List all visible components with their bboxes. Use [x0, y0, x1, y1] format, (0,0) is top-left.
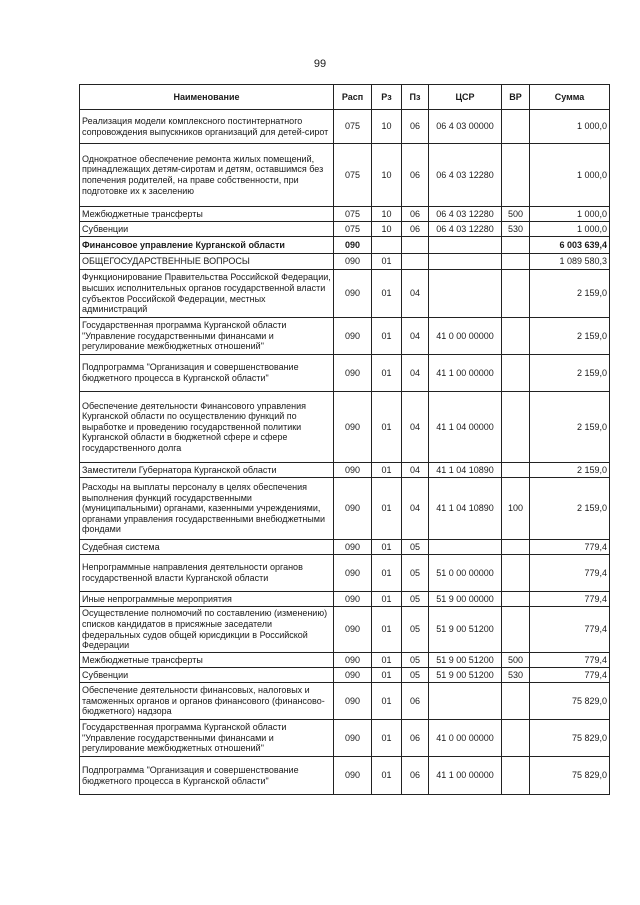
cell-sum: 75 829,0 [530, 683, 610, 720]
cell-csr: 41 1 04 00000 [429, 392, 502, 463]
cell-rasp: 090 [334, 355, 372, 392]
cell-rasp: 075 [334, 207, 372, 222]
cell-pz: 04 [402, 270, 429, 318]
cell-rz: 01 [372, 720, 402, 757]
cell-pz [402, 237, 429, 254]
cell-name: Заместители Губернатора Курганской области [80, 463, 334, 478]
cell-name: Обеспечение деятельности финансовых, налоговых и таможенных органов и органов финансового (финансово-бюджетного) надзора [80, 683, 334, 720]
table-row [80, 478, 610, 540]
cell-csr: 41 0 00 00000 [429, 318, 502, 355]
cell-name: Межбюджетные трансферты [80, 653, 334, 668]
cell-pz: 06 [402, 757, 429, 795]
cell-rasp: 075 [334, 144, 372, 207]
table-row [80, 555, 610, 592]
cell-rasp: 090 [334, 683, 372, 720]
cell-vr: 500 [502, 653, 530, 668]
cell-csr: 06 4 03 12280 [429, 144, 502, 207]
cell-vr [502, 555, 530, 592]
cell-name: Осуществление полномочий по составлению (изменению) списков кандидатов в присяжные заседатели федеральных судов общей юрисдикции в Российской Федерации [80, 607, 334, 653]
cell-rasp: 090 [334, 392, 372, 463]
cell-vr: 530 [502, 668, 530, 683]
cell-vr [502, 318, 530, 355]
cell-rasp: 090 [334, 757, 372, 795]
cell-vr [502, 144, 530, 207]
cell-rz: 01 [372, 318, 402, 355]
cell-name: Судебная система [80, 540, 334, 555]
cell-csr: 51 0 00 00000 [429, 555, 502, 592]
cell-sum: 779,4 [530, 540, 610, 555]
cell-pz: 04 [402, 318, 429, 355]
cell-pz: 04 [402, 463, 429, 478]
cell-sum: 1 000,0 [530, 207, 610, 222]
cell-rz: 10 [372, 207, 402, 222]
cell-vr: 100 [502, 478, 530, 540]
cell-name: Субвенции [80, 668, 334, 683]
cell-vr [502, 463, 530, 478]
cell-sum: 75 829,0 [530, 757, 610, 795]
col-header-vr: ВР [502, 85, 530, 110]
cell-rasp: 075 [334, 110, 372, 144]
cell-name: Иные непрограммные мероприятия [80, 592, 334, 607]
cell-name: Государственная программа Курганской области "Управление государственными финансами и регулирование межбюджетных отношений" [80, 720, 334, 757]
cell-vr [502, 592, 530, 607]
cell-rz: 01 [372, 540, 402, 555]
cell-rasp: 090 [334, 607, 372, 653]
cell-sum: 6 003 639,4 [530, 237, 610, 254]
cell-vr [502, 683, 530, 720]
table-row [80, 757, 610, 795]
cell-csr [429, 237, 502, 254]
cell-csr: 51 9 00 51200 [429, 668, 502, 683]
cell-vr [502, 355, 530, 392]
cell-vr: 530 [502, 222, 530, 237]
cell-csr: 06 4 03 12280 [429, 207, 502, 222]
cell-name: Реализация модели комплексного постинтернатного сопровождения выпускников организаций для детей-сирот [80, 110, 334, 144]
cell-vr [502, 254, 530, 270]
cell-sum: 2 159,0 [530, 270, 610, 318]
cell-rz: 01 [372, 555, 402, 592]
cell-rz: 01 [372, 668, 402, 683]
cell-name: Функционирование Правительства Российской Федерации, высших исполнительных органов государственной власти субъектов Российской Федерации, местных администраций [80, 270, 334, 318]
cell-rz: 01 [372, 757, 402, 795]
cell-csr [429, 540, 502, 555]
cell-name: Подпрограмма "Организация и совершенствование бюджетного процесса в Курганской области" [80, 355, 334, 392]
cell-csr: 41 1 00 00000 [429, 757, 502, 795]
cell-csr: 51 9 00 51200 [429, 607, 502, 653]
cell-csr: 41 0 00 00000 [429, 720, 502, 757]
cell-vr [502, 392, 530, 463]
table-row [80, 653, 610, 668]
table-row [80, 207, 610, 222]
cell-pz: 05 [402, 653, 429, 668]
cell-name: Непрограммные направления деятельности органов государственной власти Курганской области [80, 555, 334, 592]
col-header-csr: ЦСР [429, 85, 502, 110]
cell-rz: 01 [372, 355, 402, 392]
cell-rz: 10 [372, 222, 402, 237]
table-row [80, 607, 610, 653]
table-body [80, 110, 610, 795]
table-row [80, 144, 610, 207]
cell-pz: 06 [402, 207, 429, 222]
cell-rasp: 090 [334, 463, 372, 478]
cell-csr: 41 1 00 00000 [429, 355, 502, 392]
cell-rz: 01 [372, 463, 402, 478]
cell-rasp: 075 [334, 222, 372, 237]
table-row [80, 463, 610, 478]
cell-sum: 2 159,0 [530, 392, 610, 463]
cell-sum: 2 159,0 [530, 318, 610, 355]
cell-csr [429, 270, 502, 318]
cell-sum: 75 829,0 [530, 720, 610, 757]
cell-csr: 51 9 00 51200 [429, 653, 502, 668]
cell-pz: 05 [402, 540, 429, 555]
cell-pz [402, 254, 429, 270]
cell-pz: 05 [402, 555, 429, 592]
cell-name: Государственная программа Курганской области "Управление государственными финансами и регулирование межбюджетных отношений" [80, 318, 334, 355]
cell-sum: 779,4 [530, 668, 610, 683]
cell-rz: 10 [372, 144, 402, 207]
table-row [80, 237, 610, 254]
table-row [80, 668, 610, 683]
cell-sum: 779,4 [530, 607, 610, 653]
table-row [80, 318, 610, 355]
cell-vr [502, 110, 530, 144]
cell-sum: 1 089 580,3 [530, 254, 610, 270]
table-row [80, 540, 610, 555]
cell-pz: 06 [402, 683, 429, 720]
cell-pz: 05 [402, 668, 429, 683]
cell-rasp: 090 [334, 237, 372, 254]
cell-rz [372, 237, 402, 254]
col-header-name: Наименование [80, 85, 334, 110]
cell-rasp: 090 [334, 555, 372, 592]
cell-csr: 06 4 03 00000 [429, 110, 502, 144]
table-row [80, 592, 610, 607]
cell-rz: 01 [372, 592, 402, 607]
cell-rasp: 090 [334, 653, 372, 668]
cell-rz: 01 [372, 392, 402, 463]
cell-rz: 01 [372, 683, 402, 720]
cell-pz: 06 [402, 222, 429, 237]
cell-csr: 51 9 00 00000 [429, 592, 502, 607]
cell-name: Межбюджетные трансферты [80, 207, 334, 222]
cell-name: Субвенции [80, 222, 334, 237]
cell-csr: 41 1 04 10890 [429, 478, 502, 540]
cell-pz: 04 [402, 478, 429, 540]
cell-vr [502, 607, 530, 653]
cell-rasp: 090 [334, 720, 372, 757]
cell-rz: 01 [372, 653, 402, 668]
cell-vr [502, 270, 530, 318]
cell-sum: 1 000,0 [530, 110, 610, 144]
budget-table [79, 84, 610, 795]
cell-csr: 06 4 03 12280 [429, 222, 502, 237]
cell-sum: 1 000,0 [530, 222, 610, 237]
cell-name: Однократное обеспечение ремонта жилых помещений, принадлежащих детям-сиротам и детям, оставшимся без попечения родителей, на праве собственности, при подготовке их к заселению [80, 144, 334, 207]
cell-sum: 779,4 [530, 555, 610, 592]
cell-pz: 04 [402, 392, 429, 463]
cell-csr [429, 254, 502, 270]
table-row [80, 683, 610, 720]
cell-rz: 10 [372, 110, 402, 144]
cell-rz: 01 [372, 607, 402, 653]
table-row [80, 720, 610, 757]
cell-name: Расходы на выплаты персоналу в целях обеспечения выполнения функций государственными (муниципальными) органами, казенными учреждениями, органами управления государственными внебюджетными фондами [80, 478, 334, 540]
col-header-rasp: Расп [334, 85, 372, 110]
col-header-sum: Сумма [530, 85, 610, 110]
table-row [80, 270, 610, 318]
cell-rasp: 090 [334, 254, 372, 270]
cell-sum: 2 159,0 [530, 463, 610, 478]
table-row [80, 254, 610, 270]
table-row [80, 110, 610, 144]
cell-rasp: 090 [334, 478, 372, 540]
cell-rasp: 090 [334, 318, 372, 355]
table-row [80, 222, 610, 237]
cell-pz: 05 [402, 592, 429, 607]
cell-name: Финансовое управление Курганской области [80, 237, 334, 254]
cell-rz: 01 [372, 478, 402, 540]
cell-sum: 1 000,0 [530, 144, 610, 207]
cell-sum: 2 159,0 [530, 478, 610, 540]
table-row [80, 355, 610, 392]
cell-rasp: 090 [334, 668, 372, 683]
col-header-rz: Рз [372, 85, 402, 110]
cell-rasp: 090 [334, 540, 372, 555]
cell-name: ОБЩЕГОСУДАРСТВЕННЫЕ ВОПРОСЫ [80, 254, 334, 270]
cell-csr [429, 683, 502, 720]
cell-sum: 779,4 [530, 653, 610, 668]
cell-sum: 779,4 [530, 592, 610, 607]
cell-vr [502, 540, 530, 555]
table-row [80, 392, 610, 463]
page-number: 99 [313, 58, 327, 70]
cell-vr [502, 757, 530, 795]
cell-name: Подпрограмма "Организация и совершенствование бюджетного процесса в Курганской области" [80, 757, 334, 795]
cell-pz: 04 [402, 355, 429, 392]
cell-rz: 01 [372, 254, 402, 270]
cell-pz: 06 [402, 720, 429, 757]
cell-pz: 06 [402, 110, 429, 144]
cell-sum: 2 159,0 [530, 355, 610, 392]
cell-vr [502, 720, 530, 757]
table-header-row [80, 85, 610, 110]
cell-rasp: 090 [334, 592, 372, 607]
cell-rasp: 090 [334, 270, 372, 318]
cell-name: Обеспечение деятельности Финансового управления Курганской области по осуществлению функций по выработке и проведению государственной политики Курганской области в бюджетной сфере и сфере государственного долга [80, 392, 334, 463]
cell-csr: 41 1 04 10890 [429, 463, 502, 478]
cell-pz: 05 [402, 607, 429, 653]
cell-pz: 06 [402, 144, 429, 207]
cell-vr: 500 [502, 207, 530, 222]
col-header-pz: Пз [402, 85, 429, 110]
cell-rz: 01 [372, 270, 402, 318]
cell-vr [502, 237, 530, 254]
